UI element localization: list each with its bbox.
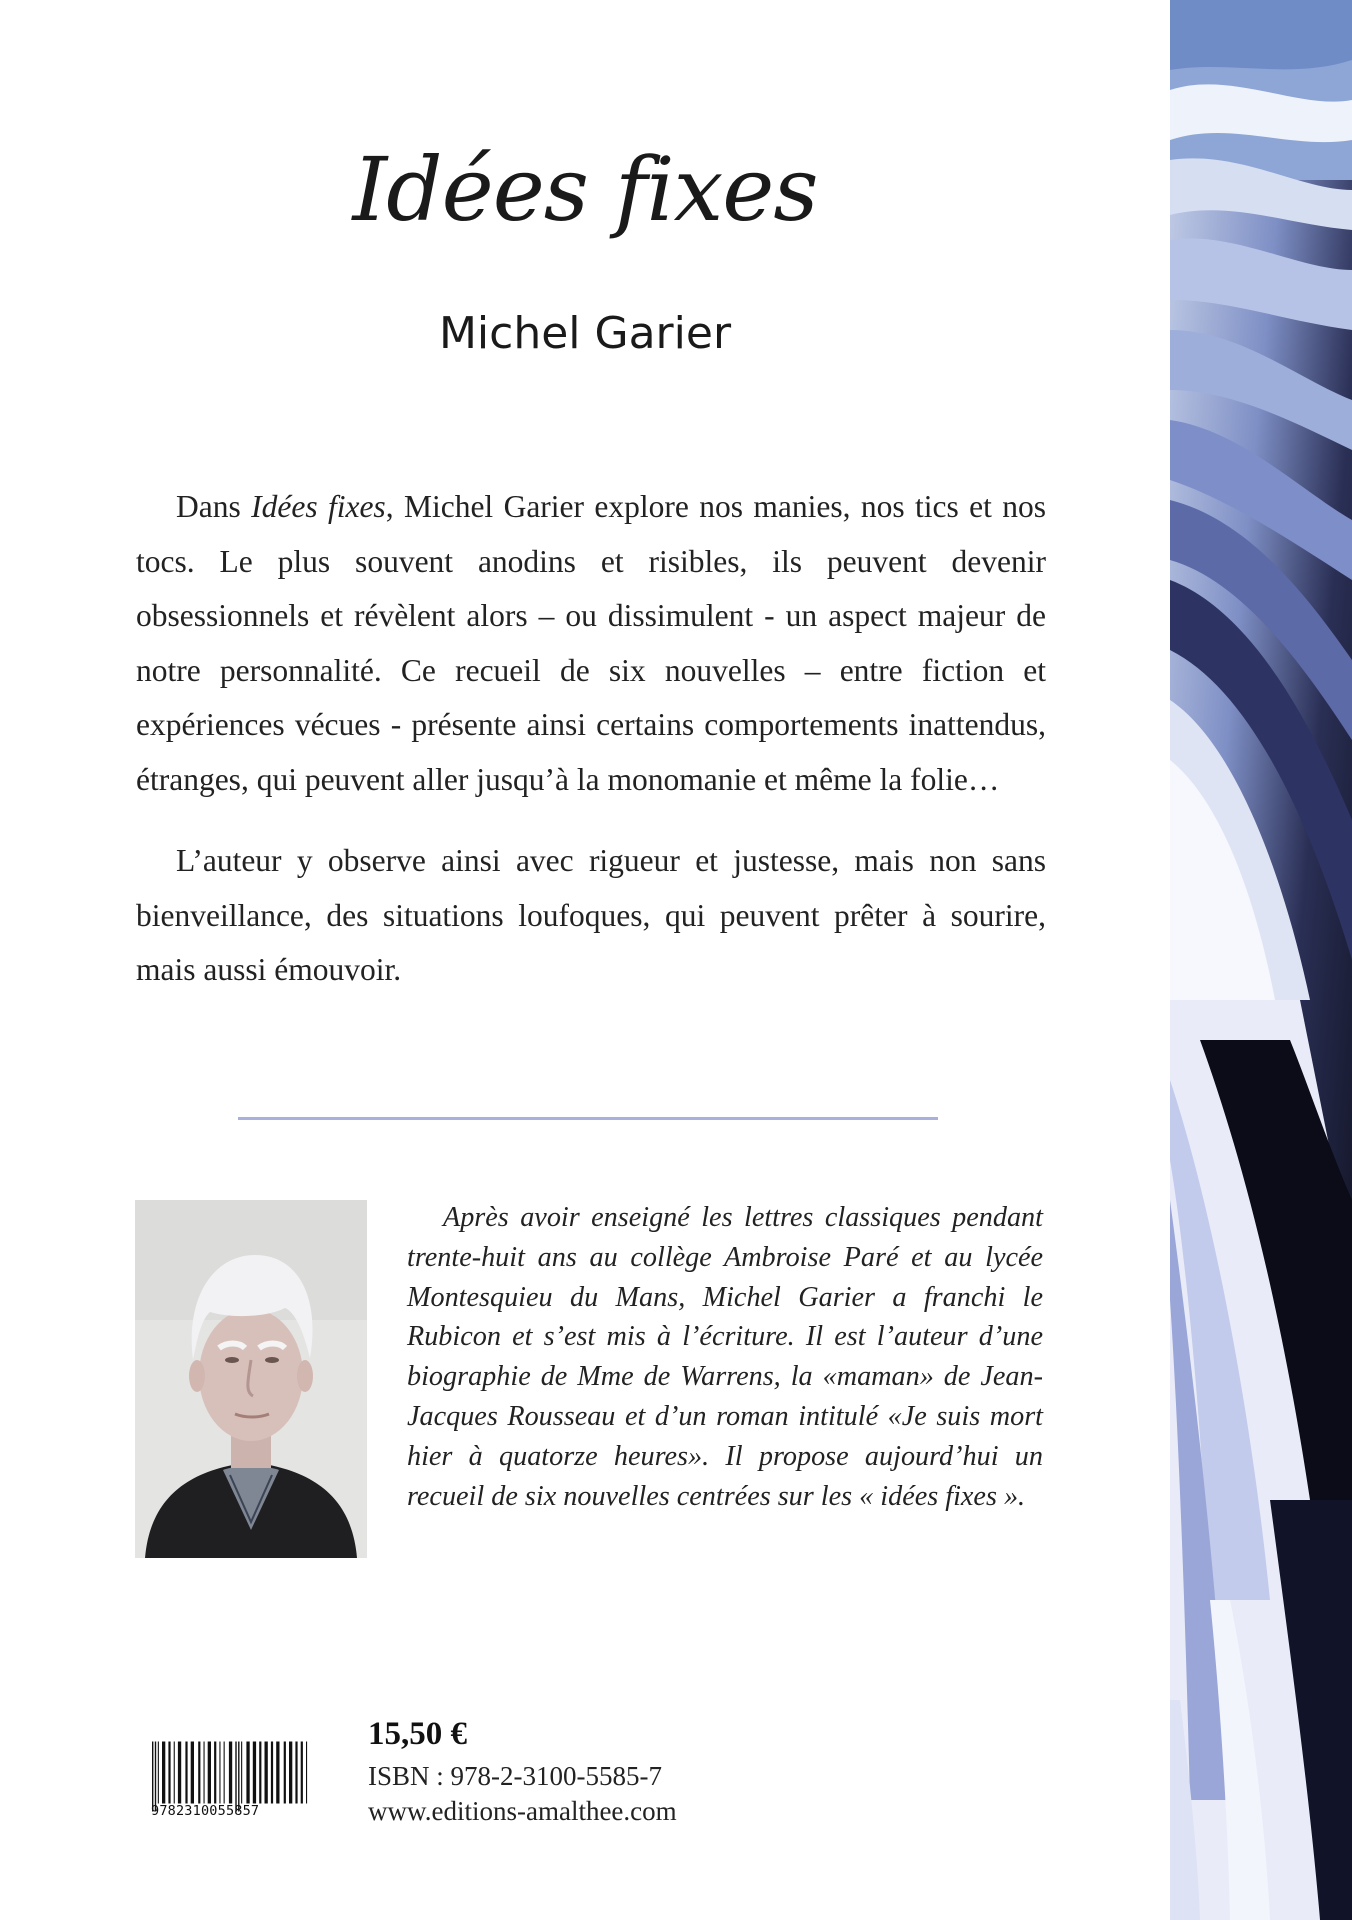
bio-text: Après avoir enseigné les lettres classiques pendant trente-huit ans au collège Ambroise Paré et au lycée Montesquieu du Mans, Michel Garier a franchi le Rubicon et s’est mis à l’écriture. Il est l’auteur d’une biographie de Mme de Warrens, la «maman» de Jean-Jacques Rousseau et d’un roman intitulé «Je suis mort hier à quatorze heures». Il propose aujourd’hui un recueil de six nouvelles centrées sur les « idées fixes ».	[407, 1202, 1043, 1512]
book-blurb	[136, 480, 1046, 998]
blurb-paragraph-2: L’auteur y observe ainsi avec rigueur et justesse, mais non sans bienveillance, des situations loufoques, qui peuvent prêter à sourire, mais aussi émouvoir.	[136, 843, 1046, 987]
price: 15,50 €	[368, 1716, 467, 1752]
author-bio	[407, 1198, 1043, 1516]
book-title: Idées fixes	[352, 138, 818, 241]
blurb-title: Idées fixes	[251, 489, 386, 524]
decorative-pages-image	[1170, 0, 1352, 1920]
publisher-website: www.editions-amalthee.com	[368, 1796, 677, 1826]
blurb-paragraph-1	[136, 480, 1046, 807]
author-photo	[135, 1200, 367, 1558]
author-name: Michel Garier	[438, 308, 732, 359]
blurb-text: , Michel Garier explore nos manies, nos tics et nos tocs. Le plus souvent anodins et risibles, ils peuvent devenir obsessionnels et révèlent alors – ou dissimulent - un aspect majeur de notre personnalité. Ce recueil de six nouvelles – entre fiction et expériences vécues - présente ainsi certains comportements inattendus, étranges, qui peuvent aller jusqu’à la monomanie et même la folie…	[136, 489, 1046, 797]
divider	[238, 1117, 938, 1120]
barcode-digits: 9782310055857	[151, 1803, 260, 1819]
isbn: ISBN : 978-2-3100-5585-7	[368, 1761, 662, 1791]
blurb-prefix: Dans	[176, 489, 252, 524]
